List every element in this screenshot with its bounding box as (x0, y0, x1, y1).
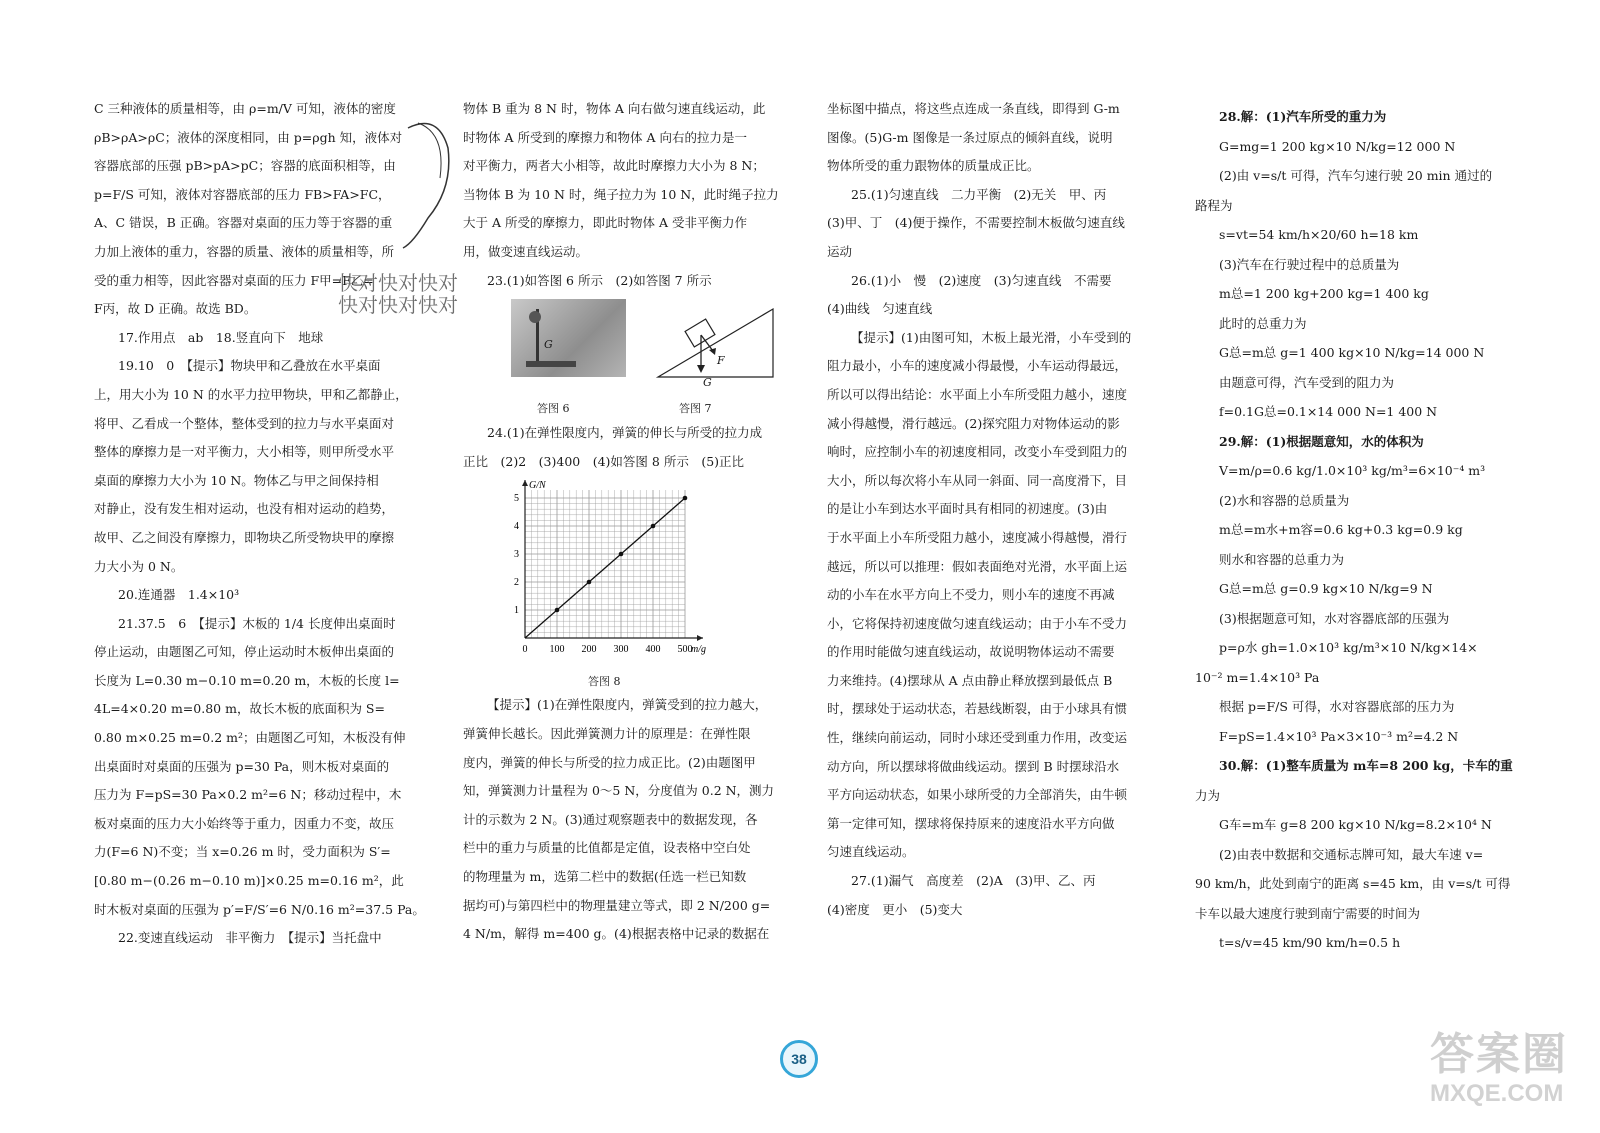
answer-19: 19.10 0 【提示】物块甲和乙叠放在水平桌面 (118, 358, 381, 374)
y-tick-label: 4 (514, 521, 519, 533)
text-line: 桌面的摩擦力大小为 10 N。物体乙与甲之间保持相 (94, 472, 379, 488)
caption-figure-8: 答图 8 (588, 675, 621, 689)
text-line: 出桌面时对桌面的压强为 p=30 Pa，则木板对桌面的 (94, 758, 390, 774)
data-point (555, 608, 560, 613)
text-line: 0.80 m×0.25 m=0.2 m²；由题图乙可知，木板没有伸 (94, 730, 406, 746)
y-tick-label: 5 (514, 493, 519, 505)
text-line: 减小得越慢，滑行越远。(2)探究阻力对物体运动的影 (827, 415, 1120, 431)
text-line: 对平衡力，两者大小相等，故此时摩擦力大小为 8 N； (463, 158, 765, 174)
text-line: 图像。(5)G-m 图像是一条过原点的倾斜直线，说明 (827, 129, 1113, 145)
text-line: 的物理量为 m，选第二栏中的数据(任选一栏已知数 (463, 868, 747, 884)
text-line: 大小，所以每次将小车从同一斜面、同一高度滑下，目 (827, 472, 1128, 488)
column-4 (1195, 102, 1513, 958)
formula-line: p=ρ水 gh=1.0×10³ kg/m³×10 N/kg×14× (1219, 640, 1478, 655)
x-tick-label: 300 (613, 644, 629, 656)
text-line: 第一定律可知，摆球将保持原来的速度沿水平方向做 (827, 815, 1115, 831)
text-line: (4)密度 更小 (5)变大 (827, 901, 963, 917)
text-line: 压力为 F=pS=30 Pa×0.2 m²=6 N；移动过程中，木 (94, 787, 402, 803)
hint-26: 【提示】(1)由图可知，木板上最光滑，小车受到的 (851, 329, 1132, 345)
text-line: 受的重力相等，因此容器对桌面的压力 F甲=F乙= (94, 272, 374, 288)
x-tick-label: 500 (677, 644, 693, 656)
site-logo (1430, 1030, 1590, 1120)
text-line: 动的小车在水平方向上不受力，则小车的速度不再减 (827, 587, 1115, 603)
answer-17-18: 17.作用点 ab 18.竖直向下 地球 (118, 329, 324, 345)
figure-6-photo (511, 299, 626, 377)
column-1 (94, 95, 425, 953)
text-line: 路程为 (1195, 197, 1233, 213)
text-line: 越远，所以可以推理：假如表面绝对光滑，水平面上运 (827, 558, 1128, 574)
text-line: 4L=4×0.20 m=0.80 m，故长木板的底面积为 S= (94, 701, 385, 717)
text-line: 根据 p=F/S 可得，水对容器底部的压力为 (1219, 699, 1455, 714)
text-line: F丙，故 D 正确。故选 BD。 (94, 301, 257, 317)
text-line: 力为 (1195, 787, 1221, 803)
text-line: 上，用大小为 10 N 的水平力拉甲物块，甲和乙都静止， (94, 386, 408, 402)
text-line: 动方向，所以摆球将做曲线运动。摆到 B 时摆球沿水 (827, 758, 1120, 774)
text-line: 用，做变速直线运动。 (463, 243, 589, 259)
stamp-text: 快对快对快对 (338, 271, 458, 295)
y-axis-arrow (522, 480, 528, 486)
text-line: 卡车以最大速度行驶到南宁需要的时间为 (1195, 905, 1421, 921)
text-line: 响时，应控制小车的初速度相同，改变小车受到阻力的 (827, 444, 1128, 460)
text-line: 匀速直线运动。 (827, 844, 915, 860)
label-g: G (544, 338, 553, 352)
formula-line: G总=m总 g=0.9 kg×10 N/kg=9 N (1219, 581, 1433, 596)
text-line: 性，继续向前运动，同时小球还受到重力作用，改变运 (827, 730, 1128, 746)
text-line: 当物体 B 为 10 N 时，绳子拉力为 10 N，此时绳子拉力 (463, 186, 779, 202)
x-tick-label: 0 (522, 644, 528, 656)
text-line: 时物体 A 所受到的摩擦力和物体 A 向右的拉力是一 (463, 129, 747, 145)
text-line: 平方向运动状态，如果小球所受的力全部消失，由牛顿 (827, 787, 1128, 803)
text-line: 容器底部的压强 pB>pA>pC；容器的底面积相等，由 (94, 158, 396, 174)
text-line: 板对桌面的压力大小始终等于重力，因重力不变，故压 (94, 815, 395, 831)
formula-line: G=mg=1 200 kg×10 N/kg=12 000 N (1219, 138, 1456, 154)
answer-23: 23.(1)如答图 6 所示 (2)如答图 7 所示 (487, 272, 712, 288)
text-line: 力来维持。(4)摆球从 A 点由静止释放摆到最低点 B (827, 672, 1113, 688)
text-line: 时木板对桌面的压强为 p′=F/S′=6 N/0.16 m²=37.5 Pa。 (94, 901, 425, 917)
stamp-shape-icon (398, 108, 458, 258)
formula-line: F=pS=1.4×10³ Pa×3×10⁻³ m²=4.2 N (1219, 728, 1459, 744)
answer-21: 21.37.5 6 【提示】木板的 1/4 长度伸出桌面时 (118, 615, 396, 631)
y-tick-label: 1 (514, 605, 519, 617)
text-line: 90 km/h，此处到南宁的距离 s=45 km，由 v=s/t 可得 (1195, 876, 1511, 891)
label-f: F (717, 354, 725, 368)
y-tick-label: 3 (514, 549, 519, 561)
figure-row-6-7 (463, 299, 793, 419)
text-line: 力大小为 0 N。 (94, 558, 184, 574)
text-line: 物体所受的重力跟物体的质量成正比。 (827, 158, 1040, 174)
text-line: 整体的摩擦力是一对平衡力，大小相等，则甲所受水平 (94, 444, 395, 460)
text-line: ρB>ρA>ρC；液体的深度相同，由 p=ρgh 知，液体对 (94, 129, 403, 145)
text-line: 的是让小车到达水平面时具有相同的初速度。(3)由 (827, 501, 1108, 517)
text-line: (3)根据题意可知，水对容器底部的压强为 (1219, 610, 1450, 626)
answer-22: 22.变速直线运动 非平衡力 【提示】当托盘中 (118, 930, 382, 946)
text-line: 所以可以得出结论：水平面上小车所受阻力越小，速度 (827, 386, 1128, 402)
data-point (619, 552, 624, 557)
text-line: 故甲、乙之间没有摩擦力，即物块乙所受物块甲的摩擦 (94, 529, 395, 545)
formula-line: V=m/ρ=0.6 kg/1.0×10³ kg/m³=6×10⁻⁴ m³ (1219, 463, 1486, 478)
text-line: 于水平面上小车所受阻力越小，速度减小得越慢，滑行 (827, 529, 1128, 545)
text-line: 物体 B 重为 8 N 时，物体 A 向右做匀速直线运动，此 (463, 101, 766, 116)
text-line: 力(F=6 N)不变；当 x=0.26 m 时，受力面积为 S′= (94, 844, 391, 860)
answer-27: 27.(1)漏气 高度差 (2)A (3)甲、乙、丙 (851, 873, 1096, 889)
caption-figure-6: 答图 6 (537, 402, 570, 416)
text-line: 计的示数为 2 N。(3)通过观察题表中的数据发现，各 (463, 811, 758, 827)
answer-20: 20.连通器 1.4×10³ (118, 587, 240, 603)
x-axis-label: m/g (691, 644, 706, 656)
text-line: 坐标图中描点，将这些点连成一条直线，即得到 G-m (827, 101, 1120, 116)
stamp-text: 快对快对快对 (338, 293, 458, 317)
text-line: C 三种液体的质量相等，由 ρ=m/V 可知，液体的密度 (94, 101, 396, 116)
formula-line: f=0.1G总=0.1×14 000 N=1 400 N (1219, 404, 1438, 419)
text-line: (2)水和容器的总质量为 (1219, 492, 1350, 508)
text-line: 度内，弹簧的伸长与所受的拉力成正比。(2)由题图甲 (463, 754, 756, 770)
text-line: 长度为 L=0.30 m−0.10 m=0.20 m，木板的长度 l= (94, 672, 400, 688)
text-line: 则水和容器的总重力为 (1219, 551, 1345, 567)
text-line: 对静止，没有发生相对运动，也没有相对运动的趋势， (94, 501, 395, 517)
x-tick-label: 400 (645, 644, 661, 656)
formula-line: t=s/v=45 km/90 km/h=0.5 h (1219, 935, 1401, 950)
caption-figure-7: 答图 7 (679, 402, 712, 416)
x-tick-label: 100 (549, 644, 565, 656)
formula-line: G车=m车 g=8 200 kg×10 N/kg=8.2×10⁴ N (1219, 817, 1492, 832)
text-line: 此时的总重力为 (1219, 315, 1307, 331)
y-axis-label: G/N (529, 480, 546, 492)
text-line: p=F/S 可知，液体对容器底部的压力 FB>FA>FC， (94, 186, 391, 202)
text-line: 大于 A 所受的摩擦力，即此时物体 A 受非平衡力作 (463, 215, 747, 231)
text-line: 4 N/m，解得 m=400 g。(4)根据表格中记录的数据在 (463, 926, 770, 942)
answer-28-title: 28.解：(1)汽车所受的重力为 (1219, 109, 1387, 124)
text-line: (2)由表中数据和交通标志牌可知，最大车速 v= (1219, 846, 1484, 862)
formula-line: G总=m总 g=1 400 kg×10 N/kg=14 000 N (1219, 345, 1485, 360)
text-line: A、C 错误，B 正确。容器对桌面的压力等于容器的重 (94, 215, 393, 231)
text-line: 小，它将保持初速度做匀速直线运动；由于小车不受力 (827, 615, 1128, 631)
x-tick-label: 200 (581, 644, 597, 656)
text-line: (4)曲线 匀速直线 (827, 301, 933, 317)
text-line: 停止运动，由题图乙可知，停止运动时木板伸出桌面的 (94, 644, 395, 660)
formula-line: s=vt=54 km/h×20/60 h=18 km (1219, 227, 1419, 242)
text-line: (3)甲、丁 (4)便于操作，不需要控制木板做匀速直线 (827, 215, 1125, 231)
text-line: (3)汽车在行驶过程中的总质量为 (1219, 256, 1400, 272)
figure-8 (463, 476, 793, 691)
x-axis-arrow (697, 635, 703, 641)
series-line (525, 498, 685, 638)
text-line: 弹簧伸长越长。因此弹簧测力计的原理是：在弹性限 (463, 725, 751, 741)
text-line: 力加上液体的重力，容器的质量、液体的质量相等，所 (94, 243, 395, 259)
text-line: 的作用时能做匀速直线运动，故说明物体运动不需要 (827, 644, 1115, 660)
text-line: 据均可)与第四栏中的物理量建立等式，即 2 N/200 g= (463, 897, 771, 913)
site-url: MXQE.COM (1430, 1080, 1564, 1107)
text-line: 阻力最小，小车的速度减小得最慢，小车运动得最远， (827, 358, 1128, 374)
data-point (651, 524, 656, 529)
answer-26: 26.(1)小 慢 (2)速度 (3)匀速直线 不需要 (851, 272, 1112, 288)
column-2 (463, 95, 793, 949)
column-3 (827, 95, 1131, 924)
text-line: 将甲、乙看成一个整体，整体受到的拉力与水平桌面对 (94, 415, 395, 431)
formula-line: m总=m水+m容=0.6 kg+0.3 kg=0.9 kg (1219, 522, 1463, 537)
page-number-badge: 38 (780, 1040, 818, 1078)
text-line: 由题意可得，汽车受到的阻力为 (1219, 374, 1395, 390)
text-line: 正比 (2)2 (3)400 (4)如答图 8 所示 (5)正比 (463, 453, 745, 469)
y-tick-label: 2 (514, 577, 519, 589)
answer-29-title: 29.解：(1)根据题意知，水的体积为 (1219, 433, 1424, 449)
answer-30-title: 30.解：(1)整车质量为 m车=8 200 kg，卡车的重 (1219, 758, 1513, 773)
data-point (683, 496, 688, 501)
text-line: 栏中的重力与质量的比值都是定值，设表格中空白处 (463, 840, 751, 856)
text-line: (2)由 v=s/t 可得，汽车匀速行驶 20 min 通过的 (1219, 168, 1493, 183)
data-point (587, 580, 592, 585)
text-line: 时，摆球处于运动状态，若悬线断裂，由于小球具有惯 (827, 701, 1128, 717)
formula-line: m总=1 200 kg+200 kg=1 400 kg (1219, 286, 1429, 301)
answer-25: 25.(1)匀速直线 二力平衡 (2)无关 甲、丙 (851, 186, 1107, 202)
formula-line: 10⁻² m=1.4×10³ Pa (1195, 669, 1320, 685)
hint-24: 【提示】(1)在弹性限度内，弹簧受到的拉力越大， (487, 697, 768, 713)
figure-8-g-m-chart (493, 476, 713, 666)
site-logo-text: 答案圈 (1430, 1029, 1568, 1080)
text-line: 知，弹簧测力计量程为 0～5 N，分度值为 0.2 N，测力 (463, 783, 775, 799)
text-line: [0.80 m−(0.26 m−0.10 m)]×0.25 m=0.16 m²，此 (94, 873, 404, 889)
stamp-watermark (338, 272, 458, 316)
answer-24: 24.(1)在弹性限度内，弹簧的伸长与所受的拉力成 (487, 425, 763, 441)
label-g: G (703, 376, 712, 390)
text-line: 运动 (827, 243, 853, 259)
